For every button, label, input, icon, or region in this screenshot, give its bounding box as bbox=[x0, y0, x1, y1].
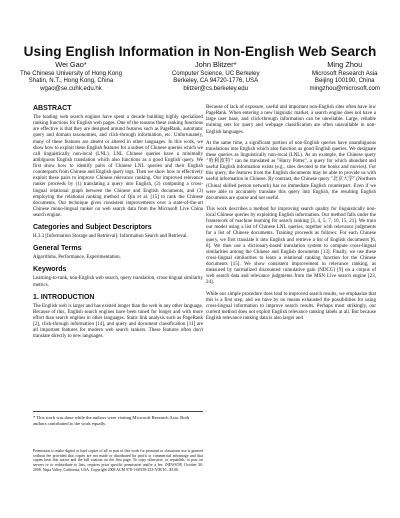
keywords-heading: Keywords bbox=[33, 266, 67, 274]
author-address: Berkeley, CA 94720-1776, USA bbox=[173, 77, 259, 85]
author-block bbox=[20, 61, 380, 92]
author-email: wgao@se.cuhk.edu.hk bbox=[40, 84, 102, 92]
left-column bbox=[33, 105, 203, 342]
body-paragraph: While our simple procedure does lead to improved search results, we emphasize that this is a first step, and we have by no means exhausted the possibilities for using cross-lingual information to improve search results. Perhaps most strikingly, our current method does not exploit English relevance ranking labels at all. But because English relevance ranking data is also larger and bbox=[206, 291, 376, 321]
general-terms-text: Algorithms, Performance, Experimentation. bbox=[33, 255, 121, 261]
author-3 bbox=[309, 61, 380, 92]
abstract-heading: ABSTRACT bbox=[33, 105, 72, 112]
categories-text: H.3.3 [Information Storage and Retrieval]: Information Search and Retrieval. bbox=[33, 234, 188, 240]
abstract-text: The leading web search engines have spent a decade building highly specialized ranking functions for English web pages. One of the reasons these ranking functions are effective is that they are designed around features such as PageRank, automatic query and domain taxonomies, and click-through information, etc. Unfortunately, many of these features are absent or altered in other languages. In this work, we show how to exploit these English features for a subset of Chinese queries which we call linguistically non-local (LNL). LNL Chinese queries have a minimally ambiguous English translation which also functions as a good English query. We first show how to identify pairs of Chinese LNL queries and their English counterparts from Chinese and English query logs. Then we show how to effectively exploit these pairs to improve Chinese relevance ranking. Our improved relevance ranker proceeds by (1) translating a query into English, (2) computing a cross-lingual relational graph between the Chinese and English documents, and (3) employing the relational ranking method of Qin et al. [15] to rank the Chinese documents. Our technique gives consistent improvements over a state-of-the-art Chinese mono-lingual ranker on web search data from the Microsoft Live China search engine. bbox=[33, 115, 203, 218]
general-terms-heading: General Terms bbox=[33, 245, 82, 253]
introduction-heading: 1. INTRODUCTION bbox=[33, 293, 95, 301]
author-name: Wei Gao* bbox=[55, 60, 87, 69]
author-affiliation: Computer Science, UC Berkeley bbox=[171, 69, 260, 77]
paper-title: Using English Information in Non-English Web Search bbox=[23, 44, 377, 59]
body-paragraph: This work describes a method for improving search quality for linguistically non-local Chinese queries by exploiting English information. Our method falls under the framework of machine learning for search ranking [3, 4, 5, 7, 10, 15, 21]. We train our model using a list of Chinese LNL queries, together with relevance judgments for a list of Chinese documents. Training proceeds as follows: For each Chinese query, we first translate it into English and retrieve a list of English documents [6, 8]. We then use a dictionary-based translation system to compute cross-lingual similarities among the Chinese and English documents [13]. Finally, we use these cross-lingual similarities to learn a relational ranking function for the Chinese documents [15]. We show consistent improvement in relevance ranking, as measured by normalized discounted cumulative gain (NDCG) [9] on a corpus of web search data and relevance judgments from the MSN Live search engine [23, 24]. bbox=[206, 206, 376, 286]
author-1 bbox=[20, 61, 122, 92]
author-affiliation: The Chinese University of Hong Kong bbox=[20, 69, 122, 77]
author-name: Ming Zhou bbox=[327, 60, 363, 69]
copyright-notice: Permission to make digital or hard copies of all or part of this work for personal or classroom use is granted without fee provided that copies are not made or distributed for profit or commercial advantage and that copies bear this notice and the full citation on the first page. To copy otherwise, or republish, to post on servers or to redistribute to lists, requires prior specific permission and/or a fee. iNEWS'08, October 30, 2008, Napa Valley, California, USA. Copyright 2008 ACM 978-1-60558-253-5/08/10...$5.00. bbox=[33, 449, 203, 472]
author-name: John Blitzer* bbox=[194, 60, 237, 69]
introduction-paragraph: The English web is larger and has existed longer than the web in any other language. Because of this, English search engines have been tuned for longer and with more effort than search engines in other languages. Static link analysis such as PageRank [2], click-through information [14], and query and document classification [11] are all important features for modern web search rankers. These features often don't translate directly to new languages. bbox=[33, 303, 203, 340]
author-address: Beijing 100190, China bbox=[314, 77, 375, 85]
right-column bbox=[206, 105, 376, 324]
author-affiliation: Microsoft Research Asia bbox=[311, 69, 378, 77]
author-email: blitzer@cs.berkeley.edu bbox=[183, 84, 249, 92]
footnote: * This work was done while the authors were visiting Microsoft Research Asia. Both authors contributed to the work equally. bbox=[33, 411, 203, 426]
body-paragraph: At the same time, a significant portion of non-English queries have unambiguous translations into English which also function as good English queries. We designate these queries as linguistically non-local (LNL). As an example, the Chinese query "哈利波特" can be translated as "Harry Potter", a query for which abundant and useful English information exists (e.g., sites devoted to the books and movies). For this query, the features from the English documents may be able to provide us with useful information in Chinese. By contrast, the Chinese query "北京大学" (Northern (China) skilled person network) has no immediate English counterpart. Even if we were able to accurately translate this query into English, the resulting English documents are sparse and not useful. bbox=[206, 140, 376, 201]
keywords-text: Learning-to-rank, non-English web search, query translation, cross-lingual similarity metrics. bbox=[33, 276, 203, 288]
categories-heading: Categories and Subject Descriptors bbox=[33, 224, 152, 232]
body-paragraph: Because of lack of exposure, useful and important non-English sites often have low PageRank. When entering a new linguistic market, a search engine does not have a large user base, and click-through information can be unreliable. Large, reliable training sets for query and webpage classification are often unavailable in non-English languages. bbox=[206, 105, 376, 135]
author-email: mingzhou@microsoft.com bbox=[309, 84, 380, 92]
author-2 bbox=[172, 61, 260, 92]
author-address: Shatin, N.T., Hong Kong, China bbox=[28, 77, 114, 85]
